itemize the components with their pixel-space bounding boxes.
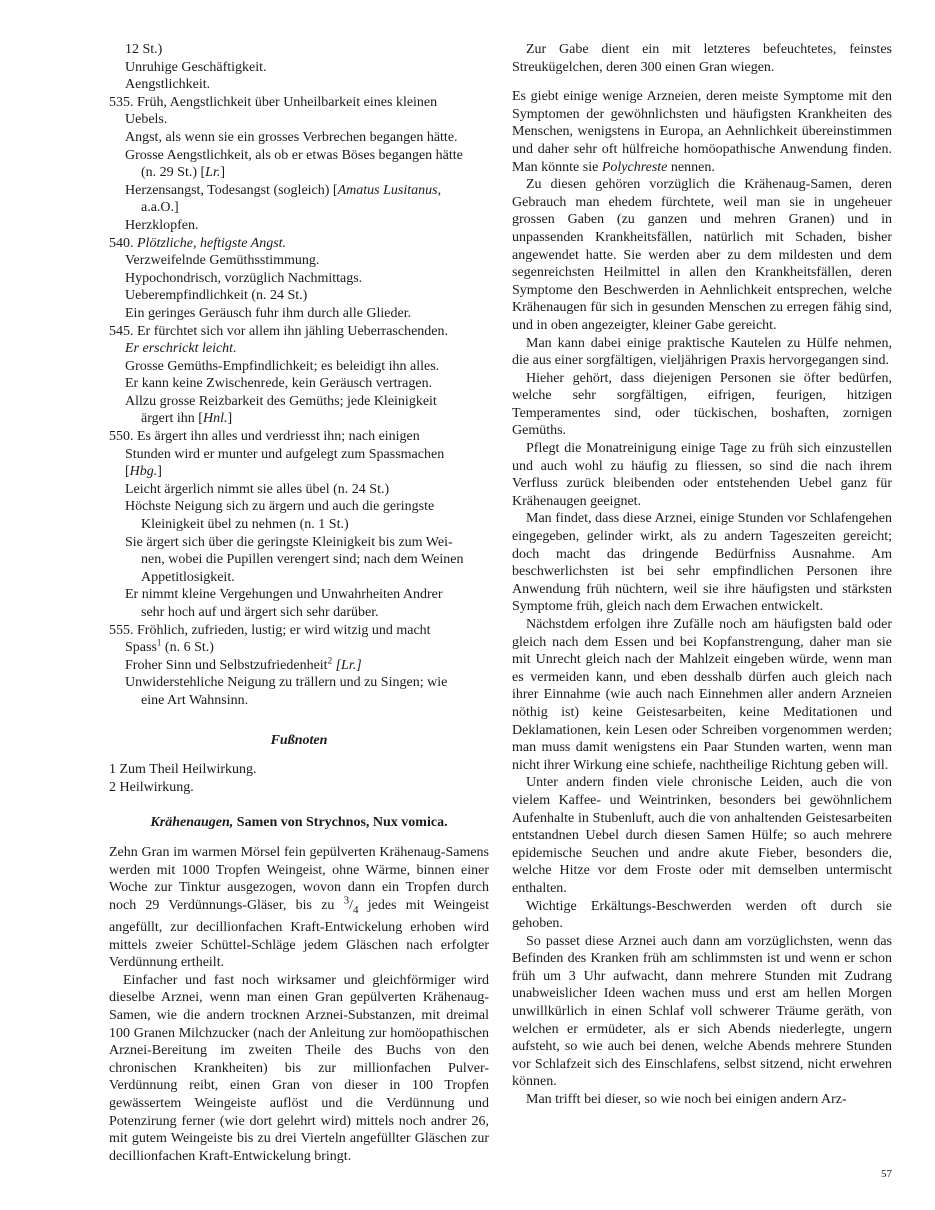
text-line: Unwiderstehliche Neigung zu trällern und zu Singen; wie [125, 675, 448, 691]
text-line: 535. Früh, Aengstlichkeit über Unheilbarkeit eines kleinen [109, 94, 438, 110]
text-line: Er kann keine Zwischenrede, kein Geräusch vertragen. [125, 376, 433, 392]
text-line: sehr hoch auf und ärgert sich sehr darüber. [141, 605, 379, 620]
text-line: Uebels. [125, 112, 168, 128]
text-line: Hypochondrisch, vorzüglich Nachmittags. [125, 270, 363, 286]
paragraph-block [512, 41, 892, 1109]
section-title [109, 814, 489, 832]
text-line: (n. 29 St.) [Lr.] [141, 165, 226, 181]
page-number: 57 [881, 1168, 892, 1180]
text-line: 545. Er fürchtet sich vor allem ihn jähling Ueberraschenden. [109, 323, 448, 339]
text-line: Grosse Gemüths-Empfindlichkeit; es beleidigt ihn alles. [125, 358, 440, 374]
text-line: Er nimmt kleine Vergehungen und Unwahrheiten Andrer [125, 587, 443, 603]
text-line: Unruhige Geschäftigkeit. [125, 59, 267, 75]
italic-source: Hnl. [202, 411, 228, 427]
text-line: Er erschrickt leicht. [125, 341, 237, 357]
footnote-ref: 1 [156, 637, 162, 648]
text-line: Höchste Neigung sich zu ärgern und auch die geringste [125, 499, 435, 515]
fraction-denominator: 4 [353, 903, 359, 916]
text-line: Aengstlichkeit. [125, 77, 211, 93]
text-line: 555. Fröhlich, zufrieden, lustig; er wird witzig und macht [109, 622, 431, 638]
paragraph: Zur Gabe dient ein mit letzteres befeuchtetes, feinstes Streukügelchen, deren 300 einen Gran wiegen. [512, 42, 892, 75]
italic-source: Hbg. [129, 464, 158, 480]
text-line: Kleinigkeit übel zu nehmen (n. 1 St.) [141, 517, 349, 533]
italic-author: Amatus Lusitanus [337, 182, 438, 198]
text-line: Leicht ärgerlich nimmt sie alles übel (n. 24 St.) [125, 481, 390, 497]
paragraph-text: jedes mit Weingeist angefüllt, zur decillionfachen Kraft-Entwickelung erhoben wird mittels zweier Schüttel-Schläge jedem Gläschen nach erfolgter Verdünnung ertheilt. [109, 897, 489, 971]
paragraph-text: Es giebt einige wenige Arzneien, deren meiste Symptome mit den Symptomen der gewöhnlichsten und häufigsten Krankheiten des Menschen, wenigstens in Europa, an Aehnlichkeit übereinstimmen und daher sehr oft hülfreiche homöopathische Anwendung finden. Man könnte sie [512, 89, 892, 175]
text-line: Ein geringes Geräusch fuhr ihm durch alle Glieder. [125, 305, 412, 321]
text-line: Angst, als wenn sie ein grosses Verbrechen begangen hätte. [125, 129, 458, 145]
text-line: 550. Es ärgert ihn alles und verdriesst ihn; nach einigen [109, 429, 420, 445]
text-line: Ueberempfindlichkeit (n. 24 St.) [125, 288, 308, 304]
paragraph: Pflegt die Monatreinigung einige Tage zu früh sich einzustellen und auch wohl zu häufig zu fliessen, so sind die nach ihrem Verfluss zurück bleibenden oder entstehenden Uebel ganz für Krähenaugen geeignet. [512, 441, 892, 509]
line-text: [Lr.] [335, 657, 362, 673]
line-text: Spass [125, 640, 157, 656]
paragraph: Hieher gehört, dass diejenigen Personen sie öfter bedürfen, welche sehr sorgfältigen, eifrigen, feurigen, hitzigen Temperamentes sind, oder tückischen, boshaften, zornigen Gemüths. [512, 370, 892, 439]
paragraph: Einfacher und fast noch wirksamer und gleichförmiger wird dieselbe Arznei, wenn man einen Gran gepülverten Krähenaug-Samen, wie die andern trocknen Arznei-Substanzen, mit dreimal 100 Granen Milchzucker (nach der Anleitung zur homöopathischen Arznei-Bereitung im zweiten Theile des Buchs von den chronischen Krankheiten) bis zur millionfachen Pulver-Verdünnung reibt, einen Gran von dieser in 100 Tropfen gewässertem Weingeiste auflöst und die Verdünnung und Potenzirung ferner (wie dort gelehrt wird) mittels noch andrer 26, mit gutem Weingeiste bis zu drei Vierteln angefüllter Gläschen zur decillionfachen Kraft-Entwickelung bringt. [109, 972, 489, 1164]
line-text: (n. 6 St.) [164, 640, 214, 656]
paragraph: Wichtige Erkältungs-Beschwerden werden oft durch sie gehoben. [512, 898, 892, 932]
text-line: Verzweifelnde Gemüthsstimmung. [125, 253, 320, 269]
text-line: a.a.O.] [141, 200, 179, 216]
paragraph-text: nennen. [667, 159, 715, 175]
text-line: Allzu grosse Reizbarkeit des Gemüths; jede Kleinigkeit [125, 393, 437, 409]
text-line: nen, wobei die Pupillen verengert sind; nach dem Weinen [141, 552, 464, 568]
fraction-slash: / [349, 897, 354, 913]
text-line: Grosse Aengstlichkeit, als ob er etwas Böses begangen hätte [125, 147, 463, 163]
text-line: Stunden wird er munter und aufgelegt zum Spassmachen [125, 446, 445, 462]
paragraph [109, 844, 489, 972]
italic-term: Polychreste [601, 159, 668, 175]
text-line: Appetitlosigkeit. [141, 569, 235, 585]
text-line: Herzklopfen. [125, 217, 199, 233]
italic-symptom: Plötzliche, heftigste Angst. [137, 235, 287, 251]
section-title-rest: Samen von Strychnos, Nux vomica. [233, 815, 448, 831]
text-line: 12 St.) [125, 42, 163, 57]
paragraph: So passet diese Arznei auch dann am vorzüglichsten, wenn das Befinden des Kranken früh am schlimmsten ist und wenn er schon früh um 3 Uhr aufwacht, dann mehrere Stunden mit Zudrang unabweislicher Ideen wachen muss und erst am hellen Morgen unwillkürlich in einen Schlaf voll schwerer Träume geräth, von welchen er ermüdeter, als er sich Abends niederlegte, ungern aufsteht, so wie auch bei denen, welche Abends mehrere Stunden vor Schlafzeit sich des Einschlafens, selbst sitzend, nicht erwehren können. [512, 933, 892, 1090]
paragraph: Unter andern finden viele chronische Leiden, auch die von vielem Kaffee- und Weintrinken, besonders bei gewöhnlichem Aufenhalte in Stubenluft, auch die von anhaltenden Geistesarbeiten entstandnen Uebel durch diesen Samen Hülfe; so auch mehrere epidemische Seuchen und andre akute Fieber, besonders die, welche Hitze vor dem Froste oder mit demselben untermischt enthalten. [512, 775, 892, 896]
paragraph [512, 88, 892, 176]
text-line: [Hbg.] [125, 464, 162, 480]
paragraph-text: Zehn Gran im warmen Mörsel fein gepülverten Krähenaug-Samens werden mit 1000 Tropfen Weingeist, ohne Wärme, binnen einer Woche zur Tinktur ausgezogen, wovon dann ein Tropfen durch noch 29 Verdünnungs-Gläser, bis zu [109, 844, 489, 913]
line-text: Froher Sinn und Selbstzufriedenheit [125, 657, 328, 673]
footnote: 2 Heilwirkung. [109, 779, 194, 795]
text-line [109, 657, 489, 675]
italic-source: Lr. [205, 165, 221, 181]
footnote-ref: 2 [327, 655, 333, 666]
text-line: eine Art Wahnsinn. [141, 692, 249, 708]
paragraph: Man findet, dass diese Arznei, einige Stunden vor Schlafengehen eingegeben, gelinder wirkt, als zu andern Tageszeiten gereicht; doch macht das dringende Bedürfniss Ausnahme. Am beschwerlichsten ist bei sehr empfindlichen Personen ihre Anwendung früh nüchtern, weil sie ihre häufigsten und stärksten Symptome früh, gleich nach dem Erwachen entwickelt. [512, 511, 892, 615]
left-column [109, 41, 489, 1165]
footnotes-heading: Fußnoten [270, 732, 328, 748]
text-line: ärgert ihn [Hnl.] [141, 411, 233, 427]
right-column [512, 41, 892, 1109]
text-line [109, 639, 489, 657]
fraction-numerator: 3 [343, 894, 350, 907]
section-title-italic: Krähenaugen, [150, 815, 234, 831]
paragraph: Man kann dabei einige praktische Kautelen zu Hülfe nehmen, die aus einer sorgfältigen, vieljährigen Praxis hervorgegangen sind. [512, 335, 892, 369]
text-line: Herzensangst, Todesangst (sogleich) [Amatus Lusitanus, [125, 182, 442, 198]
footnote: 1 Zum Theil Heilwirkung. [109, 762, 257, 778]
paragraph: Zu diesen gehören vorzüglich die Krähenaug-Samen, deren Gebrauch man ehedem fürchtete, weil man sie in ungeheuer grossen Gaben (zu ganzen und mehren Granen) und in unpassenden Krankheitsfällen, natürlich mit Schaden, bisher angewendet hatte. Sie werden aber zu dem mildesten und dem segenreichsten Heilmittel in allen den Krankheitsfällen, deren Symptome den Beschwerden in Aehnlichkeit entsprechen, welche Krähenaugen für sich in gesunden Menschen zu erregen fähig sind, und in oben angezeigter, kleiner Gabe gereicht. [512, 177, 892, 333]
paragraph: Nächstdem erfolgen ihre Zufälle noch am häufigsten bald oder gleich nach dem Essen und bei Kopfanstrengung, daher man sie mit Unrecht gleich nach der Mahlzeit eingeben würde, wenn man es vermeiden kann, und eben desshalb dürfen auch gleich nach ihrer Einnahme (wie auch nach Einnehmen aller andern Arzneien nöthig ist) keine Geistesarbeiten, keine Meditationen und Deklamationen, kein Lesen oder Schreiben vorgenommen werden; man muss damit wenigstens ein Paar Stunden warten, wenn man nicht ihrer Wirkung eine schiefe, nachtheilige Richtung geben will. [512, 617, 892, 773]
paragraph-block [109, 844, 489, 1165]
paragraph: Man trifft bei dieser, so wie noch bei einigen andern Arz- [526, 1092, 847, 1108]
text-line: Sie ärgert sich über die geringste Kleinigkeit bis zum Wei- [125, 534, 453, 550]
text-line: 540. Plötzliche, heftigste Angst. [109, 235, 287, 251]
